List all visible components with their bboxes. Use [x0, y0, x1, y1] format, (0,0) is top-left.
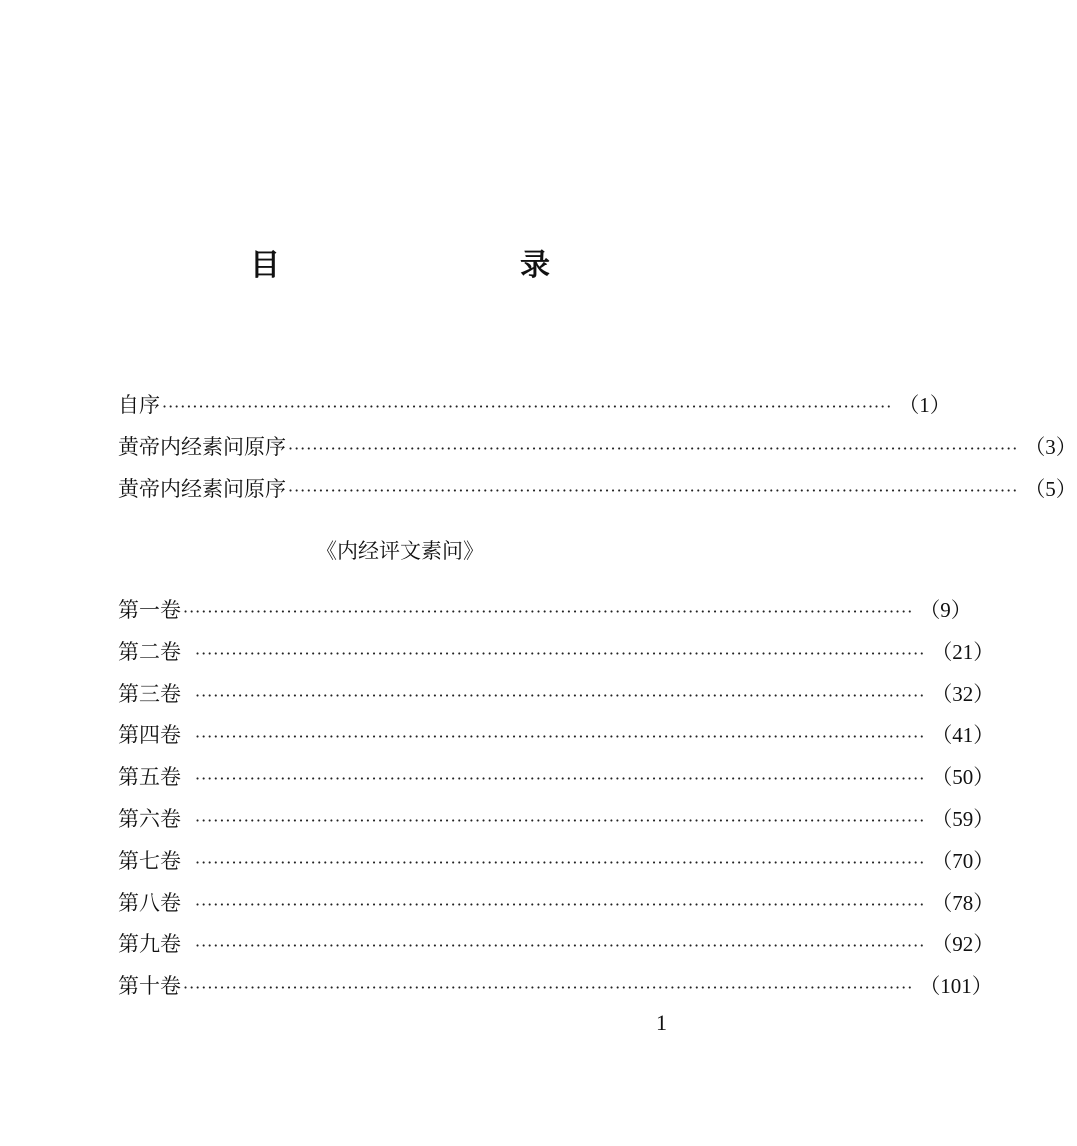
dot-leader: ························································································································	[195, 852, 926, 872]
toc-entry-page: （5）	[1024, 476, 1077, 501]
toc-entry[interactable]	[118, 469, 1077, 511]
dot-leader: ························································································································	[162, 397, 893, 416]
dot-leader: ························································································································	[288, 438, 1019, 458]
toc-entry-label: 第一卷	[118, 598, 181, 622]
dot-leader: ························································································································	[288, 480, 1019, 500]
dot-leader: ························································································································	[183, 602, 914, 621]
toc-entry-page: （1）	[898, 393, 951, 417]
toc-entry-label: 黄帝内经素问原序	[118, 476, 286, 501]
toc-entry-page: （59）	[931, 806, 995, 831]
toc-entry-label: 第三卷	[118, 681, 181, 706]
toc-entry[interactable]	[118, 883, 995, 925]
dot-leader: ························································································································	[195, 769, 926, 789]
toc-entry-label: 自序	[118, 393, 160, 417]
toc-entry[interactable]	[118, 385, 951, 427]
dot-leader: ························································································································	[195, 936, 926, 956]
toc-entry-page: （3）	[1024, 434, 1077, 459]
toc-entry-label: 黄帝内经素问原序	[118, 434, 286, 459]
page-number: 1	[656, 1010, 667, 1035]
toc-entry-label: 第十卷	[118, 974, 181, 999]
toc-entry-page: （78）	[931, 890, 995, 915]
page-title: 目 录	[250, 248, 610, 283]
toc-entry[interactable]	[118, 427, 1077, 469]
toc-entry[interactable]	[118, 715, 995, 757]
toc-entry[interactable]	[118, 924, 995, 966]
toc-entry[interactable]	[118, 799, 995, 841]
toc-entry-page: （9）	[919, 598, 972, 622]
toc-entry-page: （92）	[931, 932, 995, 957]
dot-leader: ························································································································	[195, 727, 926, 747]
toc-entry-label: 第六卷	[118, 806, 181, 831]
toc-entry-page: （70）	[931, 848, 995, 873]
toc-entry[interactable]	[118, 966, 993, 1008]
toc-entry-page: （101）	[919, 974, 993, 999]
toc-entry-page: （50）	[931, 765, 995, 790]
toc-entry[interactable]	[118, 590, 972, 632]
toc-entry-page: （21）	[931, 639, 995, 664]
dot-leader: ························································································································	[195, 685, 926, 705]
toc-entry-label: 第八卷	[118, 890, 181, 915]
dot-leader: ························································································································	[183, 978, 914, 998]
toc-entry-page: （41）	[931, 723, 995, 748]
toc-entry-label: 第四卷	[118, 723, 181, 748]
toc-entry-page: （32）	[931, 681, 995, 706]
toc-entry[interactable]	[118, 674, 995, 716]
dot-leader: ························································································································	[195, 643, 926, 663]
toc-entry[interactable]	[118, 757, 995, 799]
toc-entry-label: 第二卷	[118, 639, 181, 664]
section-heading: 《内经评文素问》	[316, 539, 484, 563]
dot-leader: ························································································································	[195, 810, 926, 830]
toc-entry-label: 第七卷	[118, 848, 181, 873]
toc-entry[interactable]	[118, 841, 995, 883]
dot-leader: ························································································································	[195, 894, 926, 914]
front-matter-list	[118, 385, 1077, 510]
toc-entry-label: 第九卷	[118, 932, 181, 957]
volume-list	[118, 590, 995, 1008]
toc-entry-label: 第五卷	[118, 765, 181, 790]
toc-entry[interactable]	[118, 632, 995, 674]
